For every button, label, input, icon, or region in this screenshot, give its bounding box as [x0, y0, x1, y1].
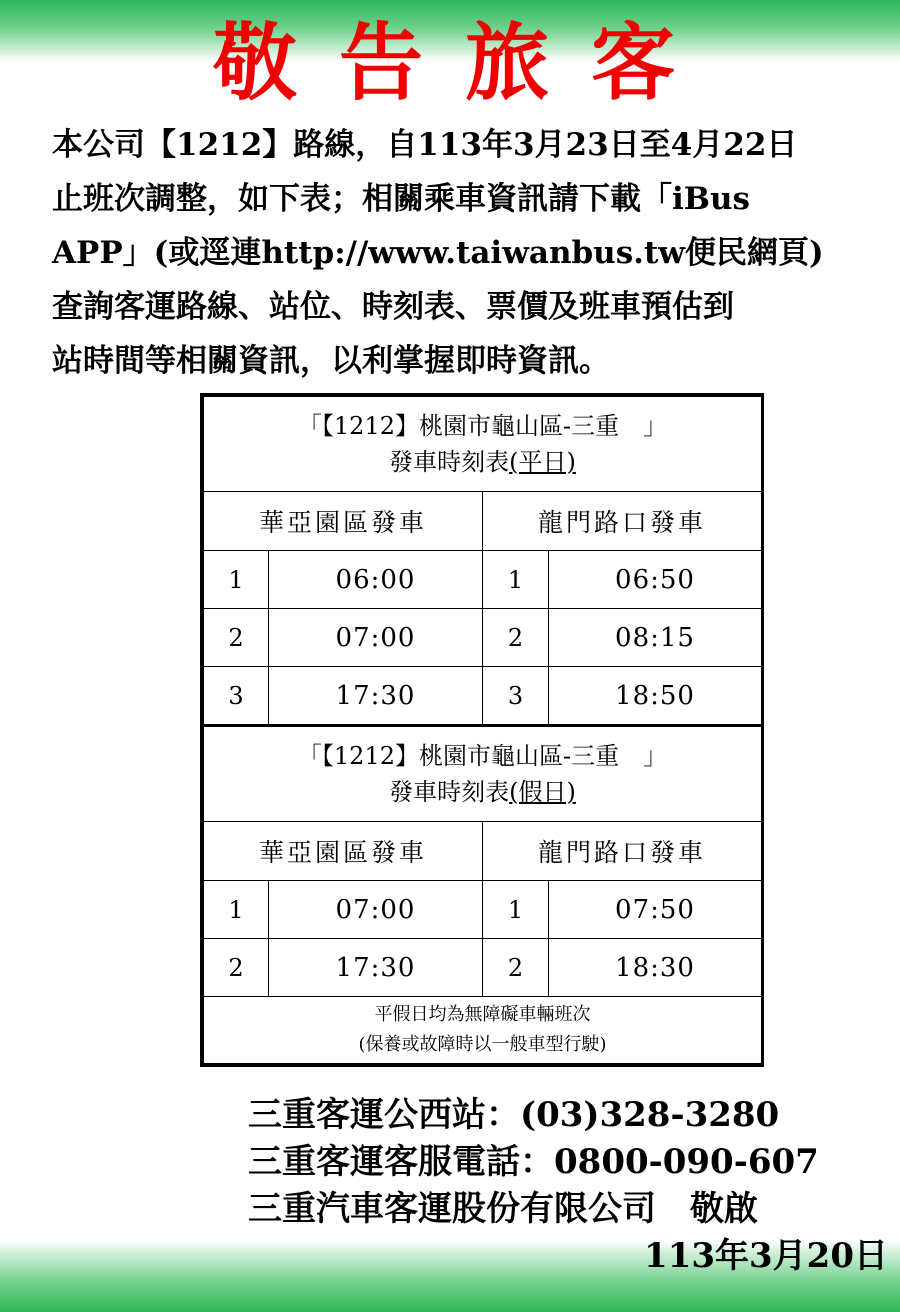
weekday-subtitle-day: (平日) — [509, 448, 576, 476]
table-row — [204, 609, 762, 667]
company-name: 三重汽車客運股份有限公司 — [248, 1189, 656, 1229]
departure-time: 17:30 — [269, 939, 483, 997]
sign-off: 敬啟 — [690, 1189, 758, 1229]
departure-time: 08:15 — [549, 609, 762, 667]
departure-time: 07:50 — [549, 881, 762, 939]
weekday-route-title: 「【1212】桃園市龜山區-三重 」 — [297, 412, 668, 440]
holiday-title-row — [204, 726, 762, 822]
note-line: (保養或故障時以一般車型行駛) — [358, 1034, 607, 1055]
station-phone: 三重客運公西站：(03)328-3280 — [248, 1095, 780, 1135]
table-row — [204, 881, 762, 939]
departure-time: 07:00 — [269, 881, 483, 939]
trip-number: 1 — [204, 551, 269, 609]
departure-time: 17:30 — [269, 667, 483, 726]
trip-number: 1 — [204, 881, 269, 939]
weekday-left-header: 華亞園區發車 — [204, 492, 483, 551]
holiday-subtitle — [204, 774, 761, 810]
intro-line: APP」(或逕連http://www.taiwanbus.tw便民網頁) — [52, 235, 824, 271]
footer-contact — [248, 1092, 888, 1280]
weekday-right-header: 龍門路口發車 — [483, 492, 762, 551]
trip-number: 2 — [204, 939, 269, 997]
schedule-table — [203, 396, 762, 1064]
trip-number: 1 — [483, 551, 549, 609]
holiday-left-header: 華亞園區發車 — [204, 822, 483, 881]
company-sign-line — [248, 1186, 888, 1233]
service-phone: 三重客運客服電話：0800-090-607 — [248, 1142, 819, 1182]
intro-paragraph — [52, 118, 872, 388]
trip-number: 2 — [483, 939, 549, 997]
table-row — [204, 667, 762, 726]
schedule-box — [200, 393, 764, 1067]
weekday-title-row — [204, 397, 762, 492]
departure-time: 06:50 — [549, 551, 762, 609]
intro-line: 查詢客運路線、站位、時刻表、票價及班車預估到 — [52, 289, 734, 325]
weekday-title-cell — [204, 397, 762, 492]
weekday-subtitle-prefix: 發車時刻表 — [389, 448, 510, 476]
notice-date: 113年3月20日 — [644, 1236, 888, 1276]
departure-time: 06:00 — [269, 551, 483, 609]
departure-time: 07:00 — [269, 609, 483, 667]
weekday-subtitle — [204, 444, 761, 480]
weekday-column-header-row — [204, 492, 762, 551]
holiday-subtitle-day: (假日) — [509, 778, 576, 806]
trip-number: 1 — [483, 881, 549, 939]
table-row — [204, 551, 762, 609]
notice-title: 敬告旅客 — [212, 14, 717, 112]
trip-number: 3 — [204, 667, 269, 726]
intro-line: 止班次調整，如下表；相關乘車資訊請下載「iBus — [52, 181, 750, 217]
trip-number: 2 — [483, 609, 549, 667]
note-line: 平假日均為無障礙車輛班次 — [374, 1004, 591, 1025]
trip-number: 3 — [483, 667, 549, 726]
intro-line: 站時間等相關資訊，以利掌握即時資訊。 — [52, 343, 610, 379]
departure-time: 18:50 — [549, 667, 762, 726]
holiday-right-header: 龍門路口發車 — [483, 822, 762, 881]
intro-line: 本公司【1212】路線，自113年3月23日至4月22日 — [52, 127, 798, 163]
accessibility-note — [204, 997, 762, 1064]
holiday-title-cell — [204, 726, 762, 822]
trip-number: 2 — [204, 609, 269, 667]
holiday-route-title: 「【1212】桃園市龜山區-三重 」 — [297, 742, 668, 770]
holiday-subtitle-prefix: 發車時刻表 — [389, 778, 510, 806]
holiday-column-header-row — [204, 822, 762, 881]
departure-time: 18:30 — [549, 939, 762, 997]
note-row — [204, 997, 762, 1064]
table-row — [204, 939, 762, 997]
